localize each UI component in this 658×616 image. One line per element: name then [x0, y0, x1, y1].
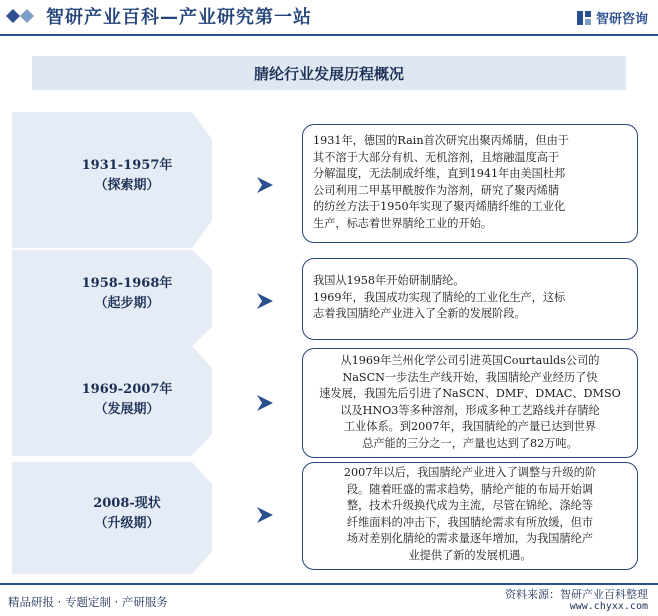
page-header: [0, 0, 658, 36]
brand-logo-icon: [576, 10, 592, 26]
stage-years: 1931-1957年: [81, 158, 173, 173]
stage-name: （升级期）: [94, 516, 160, 531]
text-line: 其不溶于大部分有机、无机溶剂，且熔融温度高于: [313, 150, 560, 164]
chevron-right-icon: [254, 392, 276, 414]
footer-source: 资料来源：智研产业百科整理: [505, 588, 648, 601]
text-line: 1931年，德国的Rain首次研究出聚丙烯腈，但由于: [313, 134, 569, 147]
stage-name: （探索期）: [94, 178, 160, 193]
text-line: 场对差别化腈纶的需求量逐年增加，为我国腈纶产: [346, 532, 594, 545]
footer-divider: [0, 583, 658, 585]
chevron-right-icon: [254, 504, 276, 526]
stage-name: （起步期）: [94, 296, 160, 311]
text-line: 从1969年兰州化学公司引进英国Courtaulds公司的: [340, 354, 600, 367]
page-title-box: [32, 56, 626, 90]
stage-name: （发展期）: [94, 402, 160, 417]
text-line: 公司利用二甲基甲酰胺作为溶剂，研究了聚丙烯腈: [313, 183, 560, 197]
text-line: NaSCN一步法生产线开始，我国腈纶产业经历了快: [342, 370, 598, 384]
stage-years: 1958-1968年: [81, 276, 173, 291]
text-line: 生产，标志着世界腈纶工业的开始。: [313, 216, 493, 230]
stage-exploration: [12, 112, 262, 248]
text-line: 总产能的三分之一，产量也达到了82万吨。: [362, 436, 578, 450]
text-line: 分解温度，无法制成纤维，直到1941年由美国杜邦: [313, 167, 566, 180]
text-line: 志着我国腈纶产业进入了全新的发展阶段。: [313, 307, 526, 320]
page-title: 腈纶行业发展历程概况: [253, 64, 404, 83]
text-line: 段。随着旺盛的需求趋势，腈纶产能的布局开始调: [346, 482, 594, 496]
text-line: 工业体系。到2007年，我国腈纶的产量已达到世界: [343, 420, 597, 433]
text-line: 业提供了新的发展机遇。: [408, 548, 532, 562]
chevron-right-icon: [254, 290, 276, 312]
text-line: 我国从1958年开始研制腈纶。: [313, 274, 465, 287]
stage-description-card: [302, 124, 638, 243]
text-line: 1969年，我国成功实现了腈纶的工业化生产，这标: [313, 290, 566, 304]
stage-development: [12, 346, 262, 456]
double-diamond-icon: [6, 7, 42, 25]
stage-upgrade: [12, 462, 262, 574]
footer-services: 精品研报 · 专题定制 · 产研服务: [8, 595, 168, 609]
stage-description-card: [302, 348, 638, 458]
brand-name: 智研咨询: [595, 12, 648, 27]
brand: [576, 8, 648, 27]
chevron-right-icon: [254, 174, 276, 196]
text-line: 的纺丝方法于1950年实现了聚丙烯腈纤维的工业化: [313, 200, 566, 213]
stage-description-card: [302, 462, 638, 570]
text-line: 纤维面料的冲击下，我国腈纶需求有所放缓，但市: [346, 515, 594, 529]
stage-years: 2008-现状: [93, 496, 161, 511]
header-divider: [0, 34, 658, 36]
stage-description-card: [302, 258, 638, 340]
stage-startup: [12, 250, 262, 346]
text-line: 整，技术升级换代成为主流，尽管在锦纶、涤纶等: [346, 499, 594, 512]
header-title: 智研产业百科—产业研究第一站: [46, 7, 312, 28]
text-line: 2007年以后，我国腈纶产业进入了调整与升级的阶: [343, 466, 597, 479]
text-line: 速发展，我国先后引进了NaSCN、DMF、DMAC、DMSO: [319, 387, 621, 400]
text-line: 以及HNO3等多种溶剂，形成多种工艺路线并存腈纶: [340, 403, 600, 417]
footer-url[interactable]: www.chyxx.com: [569, 601, 648, 612]
stage-years: 1969-2007年: [81, 382, 173, 397]
